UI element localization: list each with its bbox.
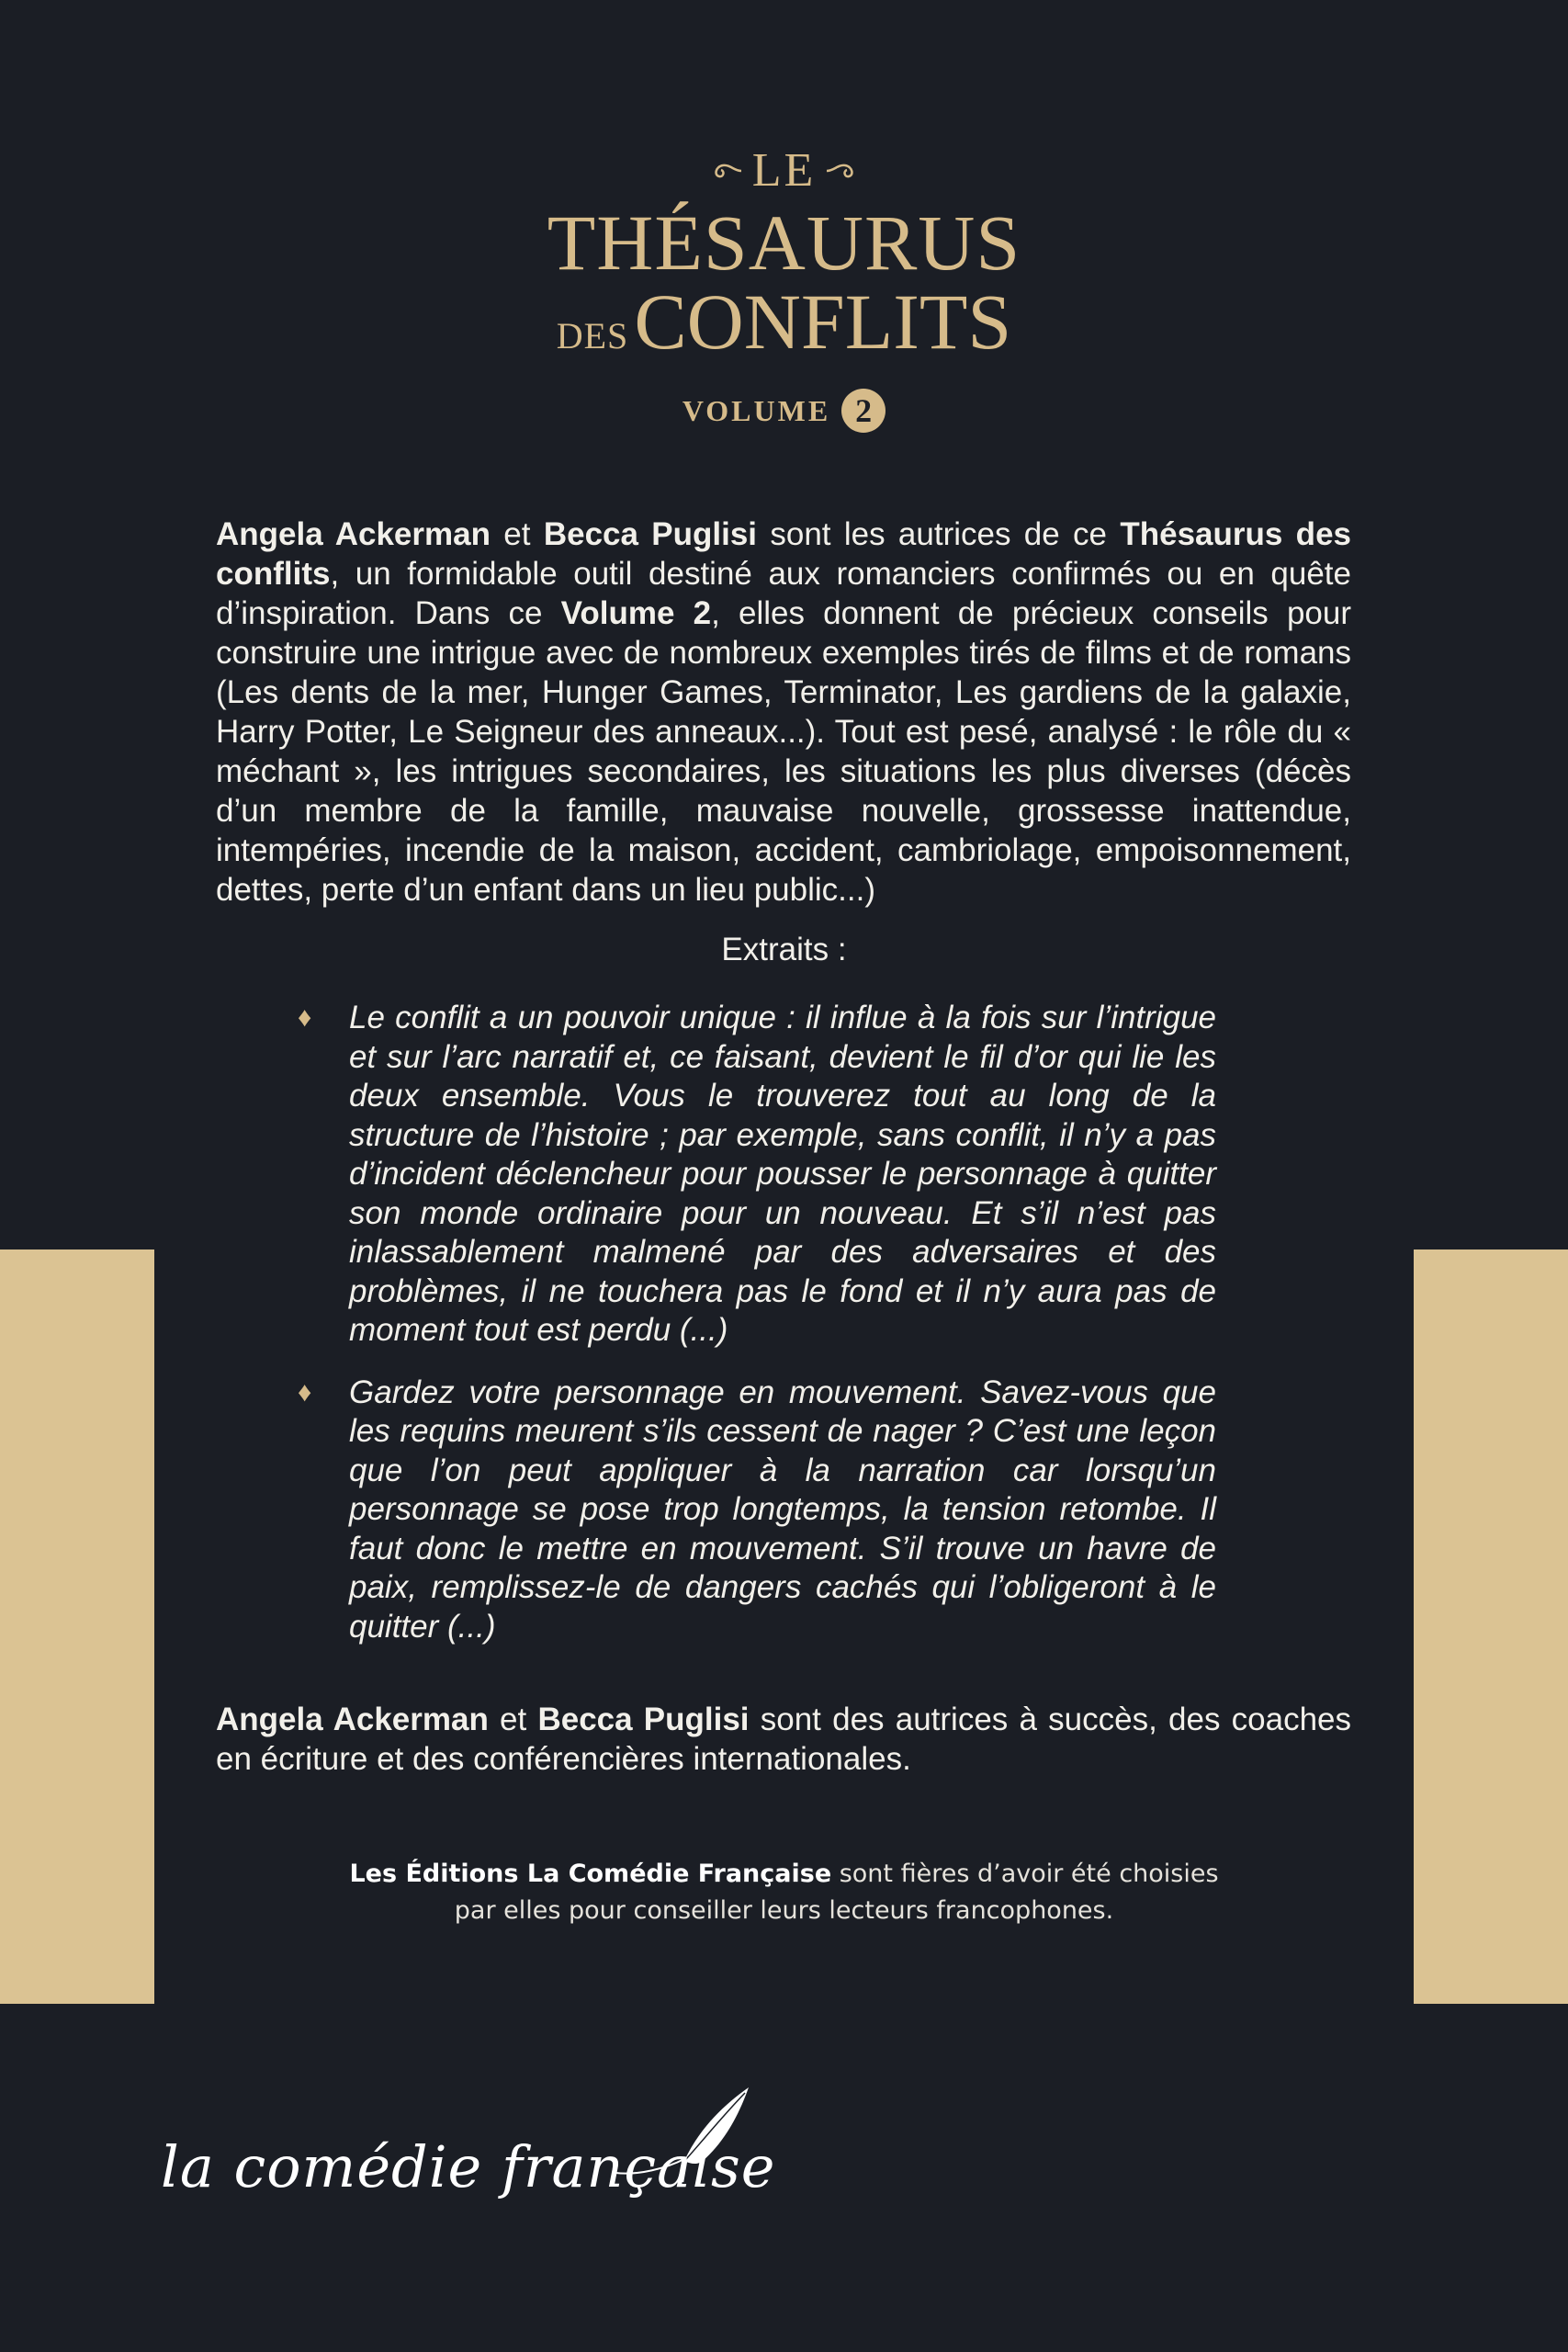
- title-line-conflits: [0, 277, 1568, 376]
- author-name: Angela Ackerman: [216, 516, 491, 552]
- intro-text: , elles donnent de précieux conseils pour construire une intrigue avec de nombreux exemples tirés de films et de romans (Les dents de la mer, Hunger Games, Terminator, Les gardiens de la galaxie, Harry Potter, Le Seigneur des anneaux...). Tout est pesé, analysé : le rôle du « méchant », les intrigues secondaires, les situations les plus diverses (décès d’un membre de la famille, mauvaise nouvelle, grossesse inattendue, intempéries, incendie de la maison, accident, cambriolage, empoisonnement, dettes, perte d’un enfant dans un lieu public...): [216, 595, 1352, 908]
- publisher-note-line2: par elles pour conseiller leurs lecteurs francophones.: [454, 1896, 1114, 1925]
- publisher-logo-text: la comédie française: [161, 2133, 776, 2200]
- bio-text: et: [488, 1702, 538, 1737]
- extraits-heading: Extraits :: [721, 932, 847, 967]
- book-title-mention: Thésaurus des conflits: [216, 516, 1351, 592]
- volume-label: VOLUME: [682, 393, 831, 427]
- right-flourish-icon: [825, 161, 862, 181]
- title-des: DES: [556, 315, 629, 356]
- quote-list: [298, 999, 1216, 1669]
- intro-text: sont les autrices de ce: [757, 516, 1121, 552]
- quote-item: [298, 1374, 1216, 1647]
- title-main: THÉSAURUS: [547, 198, 1021, 287]
- diamond-bullet-icon: ♦: [298, 1002, 312, 1033]
- volume-mention: Volume 2: [560, 595, 712, 631]
- title-le-line: [0, 142, 1568, 199]
- volume-number-badge: 2: [841, 389, 886, 433]
- intro-text: et: [490, 516, 544, 552]
- bio-text: sont des autrices à succès, des coaches en écriture et des conférencières internationales.: [216, 1702, 1352, 1777]
- publisher-note: [0, 1856, 1568, 1929]
- publisher-name: Les Éditions La Comédie Française: [349, 1860, 832, 1888]
- author-name: Angela Ackerman: [216, 1702, 489, 1737]
- title-conflits: CONFLITS: [634, 277, 1012, 366]
- intro-text: , un formidable outil destiné aux romanciers confirmés ou en quête d’inspiration. Dans ce: [216, 556, 1351, 631]
- quote-text: Le conflit a un pouvoir unique : il influe à la fois sur l’intrigue et sur l’arc narratif et, ce faisant, devient le fil d’or qui lie les deux ensemble. Vous le trouverez tout au long de la structure de l’histoire ; par exemple, sans conflit, il n’y a pas d’incident déclencheur pour pousser le personnage à quitter son monde ordinaire pour un nouveau. Et s’il n’est pas inlassablement malmené par des adversaires et des problèmes, il ne touchera pas le fond et il n’y aura pas de moment tout est perdu (...): [349, 1000, 1216, 1348]
- title-le: LE: [751, 144, 817, 197]
- volume-line: [0, 389, 1568, 433]
- publisher-logo: [152, 2076, 776, 2260]
- author-name: Becca Puglisi: [537, 1702, 750, 1737]
- publisher-note-text: sont fières d’avoir été choisies: [831, 1860, 1219, 1888]
- publisher-note-line1: [0, 1856, 1568, 1893]
- authors-bio: [216, 1700, 1351, 1779]
- left-flourish-icon: [706, 161, 743, 181]
- quote-item: [298, 999, 1216, 1351]
- author-name: Becca Puglisi: [543, 516, 758, 552]
- book-title-block: [0, 142, 1568, 433]
- intro-paragraph: [216, 514, 1351, 910]
- diamond-bullet-icon: ♦: [298, 1376, 312, 1408]
- quote-text: Gardez votre personnage en mouvement. Savez-vous que les requins meurent s’ils cessent de nager ? C’est une leçon que l’on peut appliquer à la narration car lorsqu’un personnage se pose trop longtemps, la tension retombe. Il faut donc le mettre en mouvement. S’il trouve un havre de paix, remplissez-le de dangers cachés qui l’obligeront à le quitter (...): [349, 1374, 1216, 1645]
